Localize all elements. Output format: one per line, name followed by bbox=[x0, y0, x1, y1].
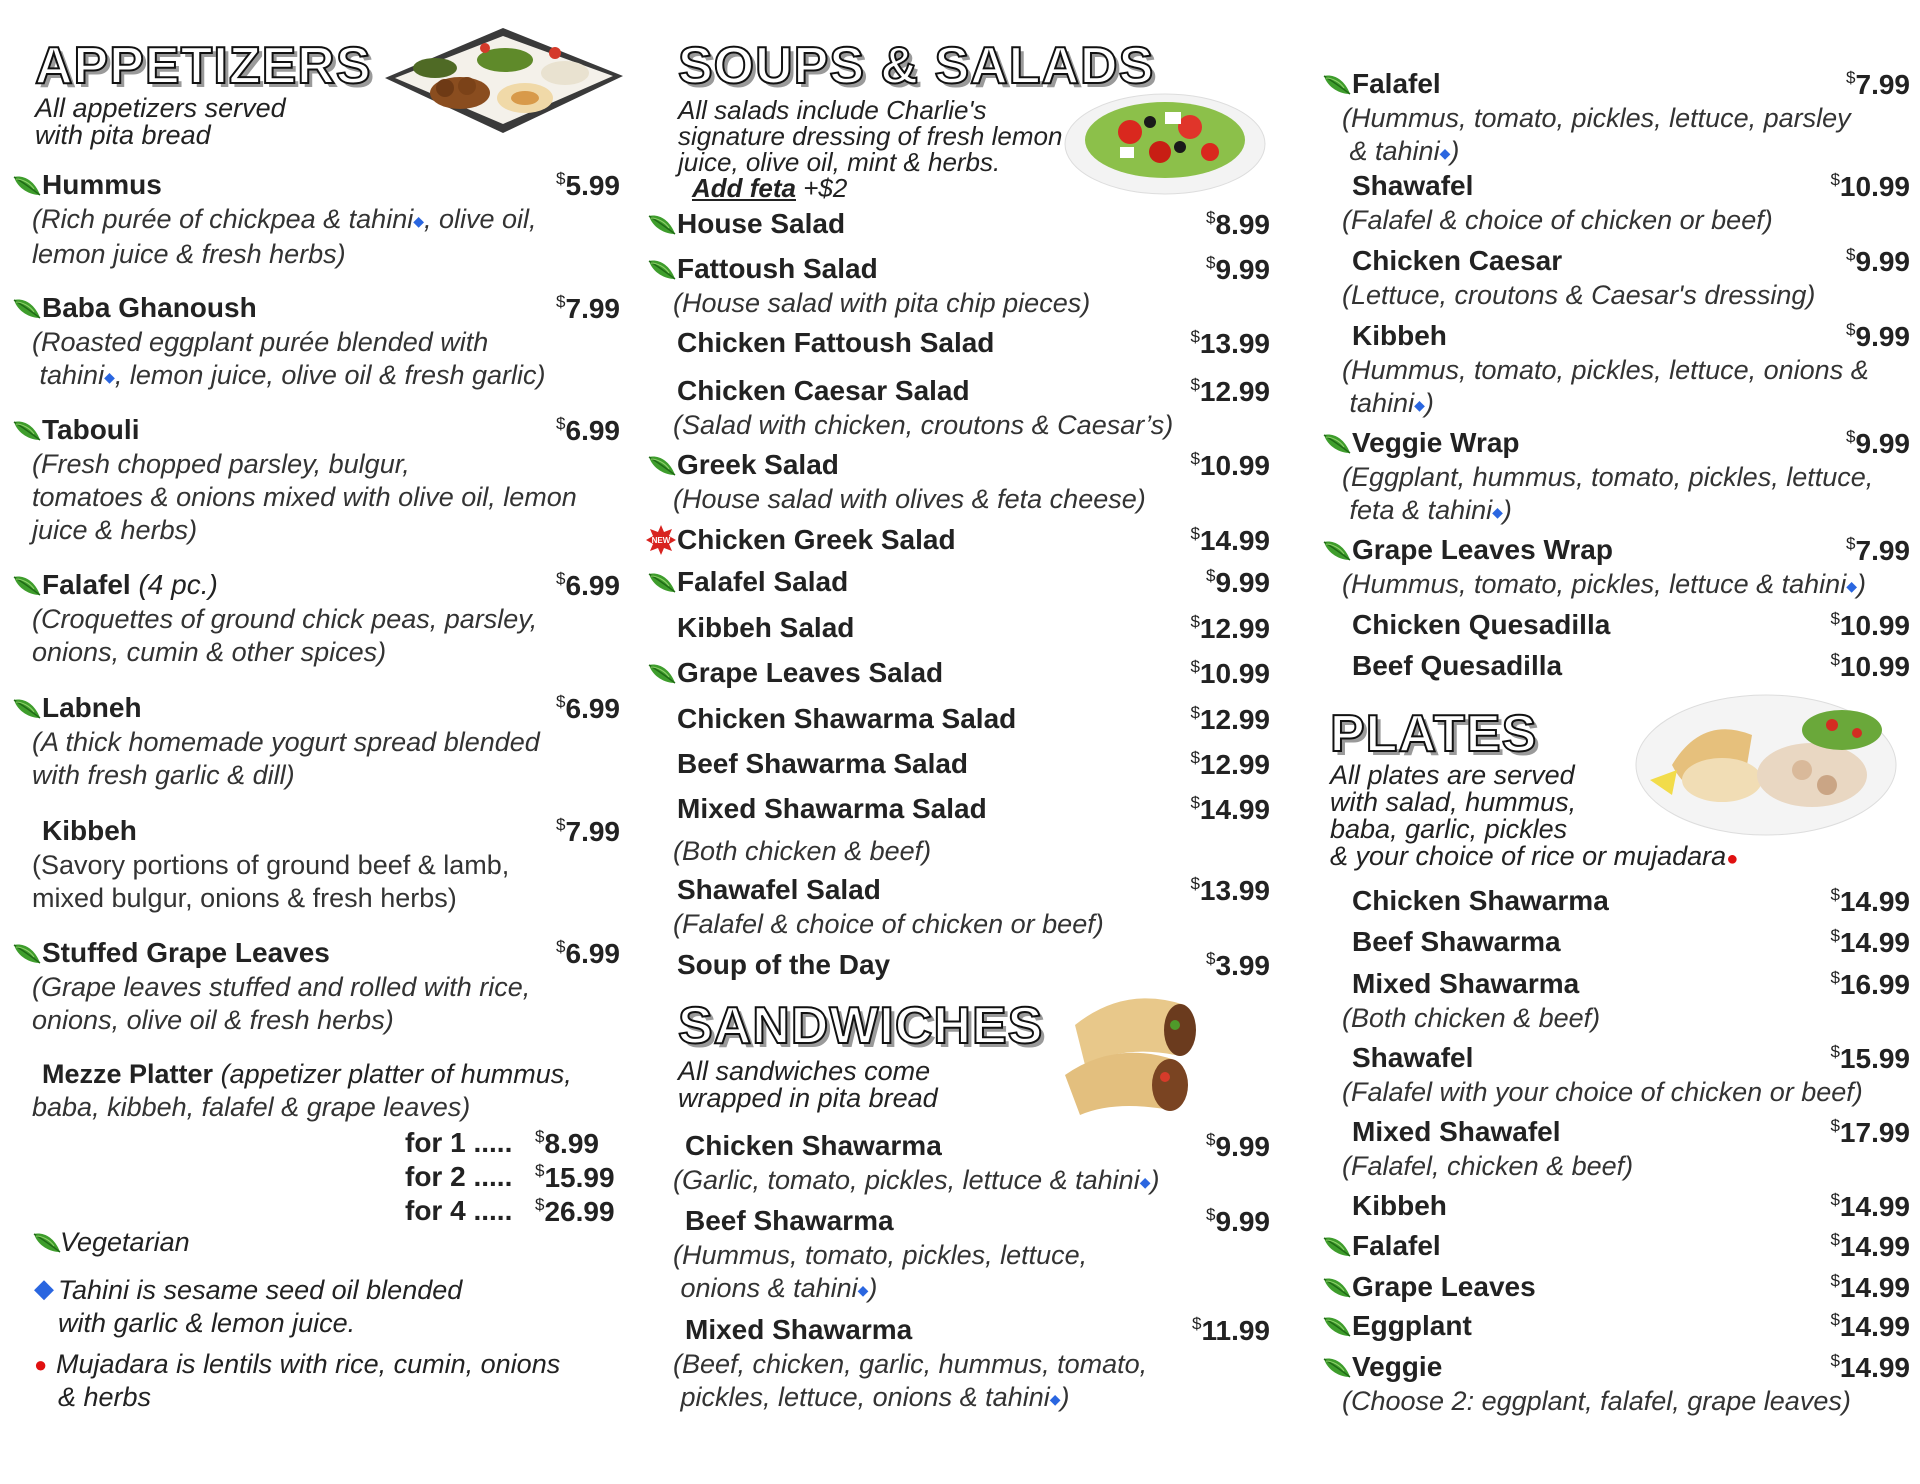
menu-item-falafel: Falafel $7.99 (Hummus, tomato, pickles, lettuce, parsley & tahini◆) bbox=[1320, 66, 1910, 170]
appetizers-note: All appetizers served with pita bread bbox=[35, 93, 286, 150]
plates-title: PLATES bbox=[1330, 705, 1538, 763]
menu-item-chicken-shawarma-salad: Chicken Shawarma Salad $12.99 bbox=[677, 703, 1270, 735]
menu-item-tabouli: Tabouli $6.99 (Fresh chopped parsley, bulgur, tomatoes & onions mixed with olive oil, lemon juice & herbs) bbox=[10, 412, 620, 547]
menu-item-shawafel: Shawafel $15.99 (Falafel with your choice of chicken or beef) bbox=[1342, 1042, 1910, 1107]
menu-item-mixed-shawarma: Mixed Shawarma $16.99 (Both chicken & beef) bbox=[1342, 968, 1910, 1033]
menu-item-eggplant: Eggplant $14.99 bbox=[1320, 1308, 1910, 1344]
vegetarian-leaf-icon bbox=[647, 453, 677, 481]
add-feta: Add feta bbox=[692, 173, 796, 203]
menu-item-veggie: Veggie $14.99 (Choose 2: eggplant, falafel, grape leaves) bbox=[1320, 1349, 1910, 1418]
menu-item-chicken-quesadilla: Chicken Quesadilla $10.99 bbox=[1352, 609, 1910, 641]
vegetarian-leaf-icon bbox=[1322, 431, 1352, 459]
menu-item-stuffed-grape-leaves: Stuffed Grape Leaves $6.99 (Grape leaves stuffed and rolled with rice, onions, olive oil & fresh herbs) bbox=[10, 935, 620, 1037]
menu-item-chicken-shawarma: Chicken Shawarma $14.99 bbox=[1352, 885, 1910, 917]
vegetarian-leaf-icon bbox=[1322, 1275, 1352, 1303]
menu-item-labneh: Labneh $6.99 (A thick homemade yogurt spread blended with fresh garlic & dill) bbox=[10, 690, 620, 792]
menu-item-hummus: Hummus $5.99 (Rich purée of chickpea & tahini◆, olive oil, lemon juice & fresh herbs) bbox=[10, 167, 620, 271]
menu-item-chicken-greek-salad: NEW Chicken Greek Salad $14.99 bbox=[645, 522, 1270, 558]
menu-item-mixed-shawarma-salad: Mixed Shawarma Salad $14.99 (Both chicken & beef) bbox=[673, 793, 1270, 866]
tahini-diamond-icon: ◆ bbox=[1439, 145, 1451, 161]
sandwiches-title: SANDWICHES bbox=[678, 997, 1044, 1055]
menu-item-mezze-platter: Mezze Platter (appetizer platter of hummus, baba, kibbeh, falafel & grape leaves) bbox=[32, 1059, 572, 1122]
appetizer-platter-image bbox=[375, 18, 630, 138]
vegetarian-leaf-icon bbox=[12, 296, 42, 324]
menu-item-kibbeh-salad: Kibbeh Salad $12.99 bbox=[677, 612, 1270, 644]
menu-item-chicken-caesar-salad: Chicken Caesar Salad $12.99 (Salad with chicken, croutons & Caesar’s) bbox=[673, 375, 1270, 440]
vegetarian-leaf-icon bbox=[12, 696, 42, 724]
mujadara-dot-icon: ● bbox=[1726, 848, 1739, 870]
mujadara-dot-icon: ● bbox=[34, 1352, 48, 1377]
menu-item-grape-leaves: Grape Leaves $14.99 bbox=[1320, 1269, 1910, 1305]
menu-item-grape-leaves-salad: Grape Leaves Salad $10.99 bbox=[645, 655, 1270, 691]
menu-item-beef-shawarma-salad: Beef Shawarma Salad $12.99 bbox=[677, 748, 1270, 780]
sandwiches-note: All sandwiches come wrapped in pita bread bbox=[678, 1056, 938, 1113]
menu-item-beef-shawarma: Beef Shawarma $14.99 bbox=[1352, 926, 1910, 958]
menu-item-greek-salad: Greek Salad $10.99 (House salad with olives & feta cheese) bbox=[645, 447, 1270, 516]
menu-item-shawafel-salad: Shawafel Salad $13.99 (Falafel & choice of chicken or beef) bbox=[673, 874, 1270, 939]
vegetarian-leaf-icon bbox=[12, 573, 42, 601]
legend-mujadara: ● Mujadara is lentils with rice, cumin, onions & herbs bbox=[34, 1349, 561, 1412]
new-badge-icon bbox=[645, 524, 677, 556]
wrap-sandwich-image bbox=[1055, 985, 1205, 1120]
menu-item-beef-shawarma: Beef Shawarma $9.99 (Hummus, tomato, pickles, lettuce, onions & tahini◆) bbox=[673, 1205, 1270, 1303]
menu-item-fattoush-salad: Fattoush Salad $9.99 (House salad with pita chip pieces) bbox=[645, 251, 1270, 320]
vegetarian-leaf-icon bbox=[1322, 538, 1352, 566]
tahini-diamond-icon: ◆ bbox=[104, 369, 115, 385]
appetizers-title: APPETIZERS bbox=[35, 37, 372, 95]
tahini-diamond-icon: ◆ bbox=[1139, 1174, 1151, 1190]
menu-item-falafel: Falafel $14.99 bbox=[1320, 1228, 1910, 1264]
menu-item-kibbeh: Kibbeh $9.99 (Hummus, tomato, pickles, lettuce, onions & tahini◆) bbox=[1342, 320, 1910, 418]
menu-item-kibbeh: Kibbeh $14.99 bbox=[1352, 1190, 1910, 1222]
menu-item-chicken-fattoush-salad: Chicken Fattoush Salad $13.99 bbox=[677, 327, 1270, 359]
menu-item-falafel-salad: Falafel Salad $9.99 bbox=[645, 564, 1270, 600]
vegetarian-leaf-icon bbox=[32, 1230, 62, 1258]
plates-note: All plates are served with salad, hummus, baba, garlic, pickles & your choice of rice or mujadara● bbox=[1330, 760, 1739, 871]
vegetarian-leaf-icon bbox=[647, 661, 677, 689]
tahini-diamond-icon: ◆ bbox=[413, 213, 424, 229]
menu-item-shawafel: Shawafel $10.99 (Falafel & choice of chicken or beef) bbox=[1342, 170, 1910, 235]
menu-item-baba-ghanoush: Baba Ghanoush $7.99 (Roasted eggplant purée blended with tahini◆, lemon juice, olive oil & fresh garlic) bbox=[10, 290, 620, 394]
menu-item-chicken-shawarma: Chicken Shawarma $9.99 (Garlic, tomato, pickles, lettuce & tahini◆) bbox=[673, 1130, 1270, 1195]
salads-note: All salads include Charlie's signature dressing of fresh lemon juice, olive oil, mint & herbs. Add feta +$2 bbox=[678, 95, 1063, 203]
legend-vegetarian: Vegetarian bbox=[10, 1226, 620, 1264]
menu-item-kibbeh: Kibbeh $7.99 (Savory portions of ground beef & lamb, mixed bulgur, onions & fresh herbs) bbox=[32, 815, 620, 913]
menu-item-mixed-shawafel: Mixed Shawafel $17.99 (Falafel, chicken & beef) bbox=[1342, 1116, 1910, 1181]
svg-text:NEW: NEW bbox=[651, 536, 671, 545]
menu-item-beef-quesadilla: Beef Quesadilla $10.99 bbox=[1352, 650, 1910, 682]
menu-item-falafel: Falafel (4 pc.) $6.99 (Croquettes of ground chick peas, parsley, onions, cumin & other spices) bbox=[10, 567, 620, 669]
vegetarian-leaf-icon bbox=[647, 570, 677, 598]
vegetarian-leaf-icon bbox=[1322, 72, 1352, 100]
tahini-diamond-icon: ◆ bbox=[34, 1273, 54, 1303]
tahini-diamond-icon: ◆ bbox=[1049, 1391, 1061, 1407]
legend-tahini: ◆ Tahini is sesame seed oil blended with garlic & lemon juice. bbox=[34, 1273, 463, 1338]
vegetarian-leaf-icon bbox=[12, 173, 42, 201]
legend bbox=[10, 1226, 620, 1418]
tahini-diamond-icon: ◆ bbox=[1492, 504, 1503, 520]
menu-item-soup-of-the-day: Soup of the Day $3.99 bbox=[677, 949, 1270, 981]
menu-item-mixed-shawarma: Mixed Shawarma $11.99 (Beef, chicken, garlic, hummus, tomato, pickles, lettuce, onions & tahini◆) bbox=[673, 1314, 1270, 1412]
menu-item-grape-leaves-wrap: Grape Leaves Wrap $7.99 (Hummus, tomato, pickles, lettuce & tahini◆) bbox=[1320, 532, 1910, 603]
greek-salad-image bbox=[1060, 82, 1270, 197]
menu-item-chicken-caesar: Chicken Caesar $9.99 (Lettuce, croutons & Caesar's dressing) bbox=[1342, 245, 1910, 310]
vegetarian-leaf-icon bbox=[647, 212, 677, 240]
menu-item-house-salad: House Salad $8.99 bbox=[645, 206, 1270, 242]
vegetarian-leaf-icon bbox=[12, 941, 42, 969]
vegetarian-leaf-icon bbox=[1322, 1355, 1352, 1383]
menu-item-veggie-wrap: Veggie Wrap $9.99 (Eggplant, hummus, tomato, pickles, lettuce, feta & tahini◆) bbox=[1320, 425, 1910, 529]
vegetarian-leaf-icon bbox=[12, 418, 42, 446]
vegetarian-leaf-icon bbox=[1322, 1234, 1352, 1262]
plate-image bbox=[1632, 685, 1900, 840]
tahini-diamond-icon: ◆ bbox=[1414, 397, 1425, 413]
vegetarian-leaf-icon bbox=[647, 257, 677, 285]
tahini-diamond-icon: ◆ bbox=[857, 1282, 869, 1298]
vegetarian-leaf-icon bbox=[1322, 1314, 1352, 1342]
soups-salads-title: SOUPS & SALADS bbox=[678, 37, 1155, 95]
tahini-diamond-icon: ◆ bbox=[1846, 578, 1857, 594]
